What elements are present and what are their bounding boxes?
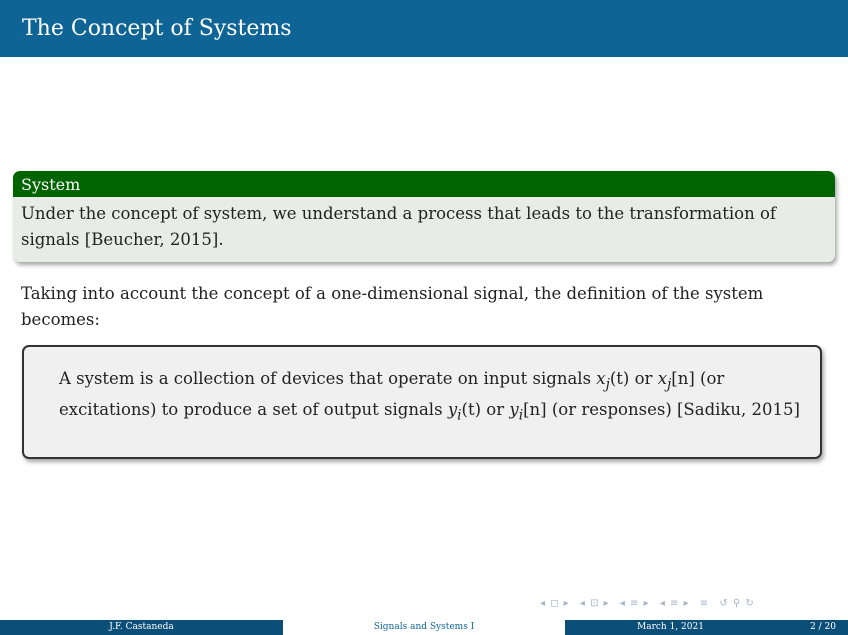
math-subscript: j [667, 376, 672, 393]
nav-subsection-prev-icon[interactable]: ◂ ⊡ ▸ [579, 598, 610, 609]
math-var: y [509, 400, 519, 420]
definition-box [22, 345, 822, 459]
math-arg: (t) [609, 369, 630, 388]
footer-course: Signals and Systems I [283, 620, 565, 635]
math-var: x [596, 369, 606, 388]
math-subscript: i [518, 407, 524, 424]
system-block-title: System [13, 171, 835, 197]
math-arg: [n] [671, 369, 695, 388]
definition-text-part: (or responses) [Sadiku, 2015] [546, 400, 800, 420]
intro-paragraph: Taking into account the concept of a one-dimensional signal, the definition of the system becomes: [21, 284, 764, 329]
definition-text-part: (or excitations) to produce a set of output signals [59, 369, 725, 420]
nav-section-prev-icon[interactable]: ◂ ≡ ▸ [619, 598, 650, 609]
nav-search-icon[interactable]: ↺ ⚲ ↻ [719, 598, 755, 609]
definition-text [59, 366, 804, 429]
slide-footer [0, 620, 848, 635]
footer-right [565, 620, 848, 635]
math-var: y [447, 400, 458, 420]
math-arg: [n] [523, 400, 547, 420]
definition-text-part: A system is a collection of devices that operate on input signals [59, 369, 597, 388]
nav-align-icon[interactable]: ≡ [699, 598, 710, 609]
math-var: x [657, 369, 667, 388]
system-block-body: Under the concept of system, we understand a process that leads to the transformation of signals [Beucher, 2015]. [21, 204, 777, 249]
definition-text-part: or [629, 369, 658, 388]
nav-frame-prev-icon[interactable]: ◂ ◻ ▸ [540, 598, 570, 609]
slide-title-bar [0, 0, 848, 57]
math-arg: (t) [461, 400, 482, 420]
system-block [13, 171, 835, 262]
footer-page-number: 2 / 20 [810, 622, 836, 632]
math-subscript: j [605, 376, 610, 393]
definition-text-part: or [481, 400, 510, 420]
slide-title: The Concept of Systems [22, 16, 292, 41]
footer-author: J.F. Castaneda [0, 620, 283, 635]
nav-section-next-icon[interactable]: ◂ ≡ ▸ [659, 598, 690, 609]
beamer-navigation [540, 598, 761, 609]
math-subscript: i [457, 407, 462, 424]
footer-date: March 1, 2021 [637, 622, 704, 632]
